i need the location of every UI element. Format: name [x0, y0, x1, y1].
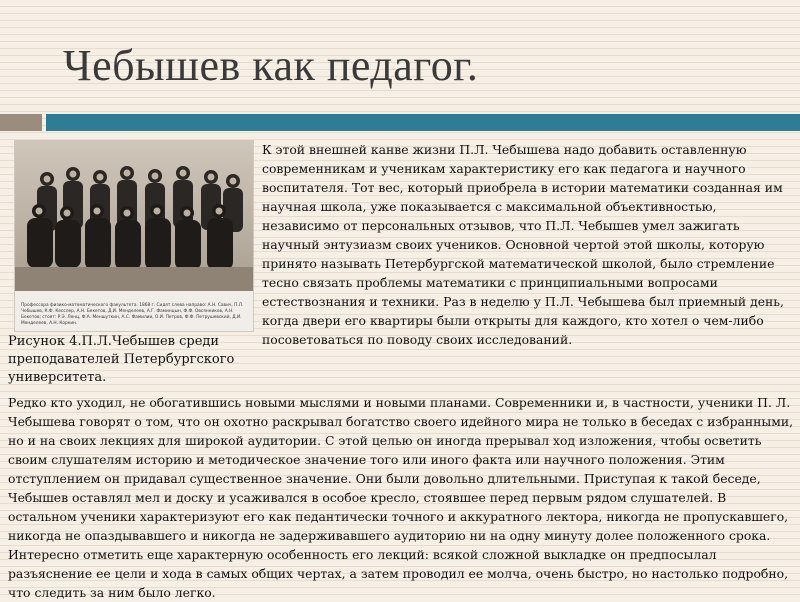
- title-rule: [46, 114, 800, 131]
- slide-title: Чебышев как педагог.: [63, 41, 479, 90]
- figure-caption: Рисунок 4.П.Л.Чебышев среди преподавателей Петербургского университета.: [8, 334, 235, 385]
- paragraph-1: К этой внешней канве жизни П.Л. Чебышева надо добавить оставленную современникам и ученикам характеристику его как педагога и научного воспитателя. Тот вес, который приобрела в истории математики созданная им научная школа, уже показывается с максимальной объективностью, независимо от персональных отзывов, что П.Л. Чебышев умел зажигать научный энтузиазм своих учеников. Основной чертой этой школы, которую принято называть Петербургской математической школой, было стремление тесно связать проблемы математики с принципиальными вопросами естествознания и техники. Раз в неделю у П.Л. Чебышева был приемный день, когда двери его квартиры были открыты для каждого, кто хотел о чем-либо посоветоваться по поводу своих исследований.: [262, 142, 784, 347]
- paragraph-2: Редко кто уходил, не обогатившись новыми мыслями и новыми планами. Современники и, в частности, ученики П. Л. Чебышева говорят о том, что он охотно раскрывал богатство своего идейного мира не только в беседах с избранными, но и на своих лекциях для широкой аудитории. С этой целью он иногда прерывал ход изложения, чтобы осветить своим слушателям историю и методическое значение того или иного факта или научного положения. Этим отступлением он придавал существенное значение. Они были довольно длительными. Приступая к такой беседе, Чебышев оставлял мел и доску и усаживался в особое кресло, стоявшее перед первым рядом слушателей. В остальном ученики характеризуют его как педантически точного и аккуратного лектора, никогда не пропускавшего, никогда не опаздывавшего и никогда не задерживавшего аудиторию ни на одну минуту долее положенного срока. Интересно отметить еще характерную особенность его лекций: всякой сложной выкладке он предпосылал разъяснение ее цели и хода в самых общих чертах, а затем проводил ее молча, очень быстро, но настолько подробно, что следить за ним было легко.: [8, 395, 794, 600]
- photo-caption: Профессора физико-математического факультета. 1868 г. Сидят слева направо: А.Н. Савич, П.Л. Чебышев, К.Ф. Кесслер, А.Н. Бекетов, Д.И. Менделеев, А.Г. Фаминцын, Ф.Ф. Овсянников, А.Н. Бекетов; стоят: Р.Э. Ленц, Ф.А. Меншуткин, А.С. Фамилии, О.И. Петров, Ф.Ф. Петрушевский, Д.И. Менделеев, А.Н. Коркин.: [21, 303, 244, 326]
- group-portrait-photo: [14, 140, 254, 332]
- title-rule-left: [0, 114, 42, 131]
